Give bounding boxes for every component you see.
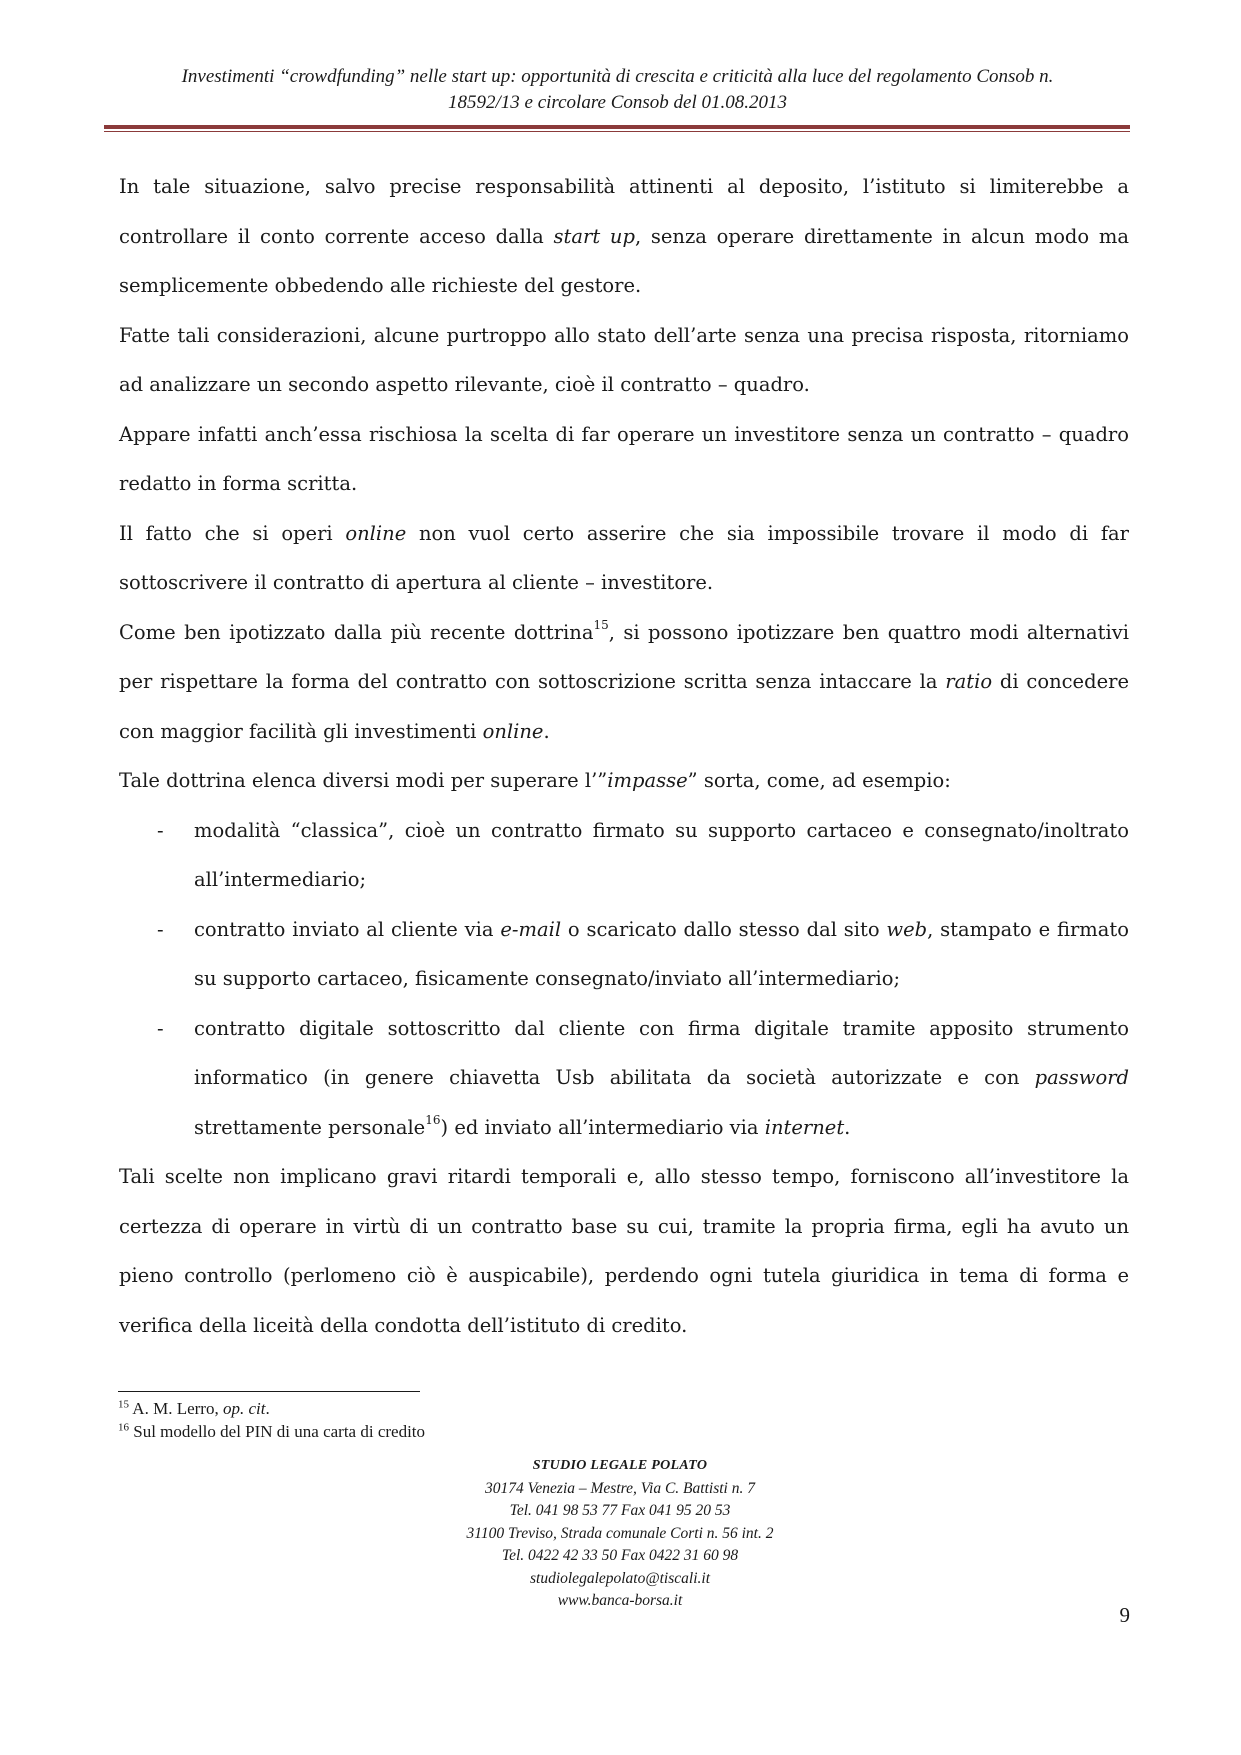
p5-text-a: Come ben ipotizzato dalla più recente dottrina [119, 620, 594, 644]
paragraph-3: Appare infatti anch’essa rischiosa la scelta di far operare un investitore senza un contratto – quadro redatto in forma scritta. [119, 422, 1129, 495]
p5-italic-1: ratio [945, 670, 993, 693]
p5-text-b: , si possono ipotizzare ben quattro modi alternativi per rispettare la forma del contratto con sottoscrizione scritta senza intaccare la [119, 620, 1129, 693]
p5-italic-2: online [482, 719, 544, 743]
header-line-2: 18592/13 e circolare Consob del 01.08.2013 [448, 92, 787, 113]
footnote-text: A. M. Lerro, [129, 1399, 223, 1418]
footnote-number: 16 [118, 1421, 129, 1434]
footnote-number: 15 [118, 1398, 129, 1411]
phone-venezia: Tel. 041 98 53 77 Fax 041 95 20 53 [509, 1502, 731, 1519]
li3-text-b: strettamente personale [194, 1115, 426, 1139]
li3-italic-2: internet [764, 1115, 845, 1139]
li3-text-d: . [844, 1115, 851, 1139]
paragraph-5 [119, 608, 1129, 757]
dash-bullet: - [157, 818, 164, 842]
paragraph-1 [119, 162, 1129, 311]
firm-name: STUDIO LEGALE POLATO [532, 1458, 708, 1473]
p4-italic: online [345, 521, 407, 545]
body-text [119, 162, 1129, 1350]
li2-text-a: contratto inviato al cliente via [194, 917, 501, 941]
paragraph-2: Fatte tali considerazioni, alcune purtroppo allo stato dell’arte senza una precisa risposta, ritorniamo ad analizzare un secondo aspetto rilevante, cioè il contratto – quadro. [119, 323, 1129, 396]
page-number: 9 [1119, 1603, 1130, 1627]
footnote-separator [118, 1391, 420, 1392]
footnote-tail: . [265, 1399, 270, 1418]
running-header [105, 64, 1130, 116]
list-item [119, 905, 1129, 1004]
p5-text-c: di concedere con maggior facilità gli investimenti [119, 670, 1129, 743]
footnote-15 [118, 1397, 1018, 1420]
footnotes [118, 1397, 1018, 1443]
email-link[interactable]: studiolegalepolato@tiscali.it [529, 1569, 710, 1587]
letterhead-footer [320, 1455, 920, 1613]
list-item-1-text: modalità “classica”, cioè un contratto firmato su supporto cartaceo e consegnato/inoltrato all’intermediario; [194, 818, 1129, 891]
p6-text-b: ” sorta, come, ad esempio: [687, 769, 951, 792]
paragraph-6 [119, 756, 1129, 806]
dash-list [119, 806, 1129, 1153]
li3-text-c: ) ed inviato all’intermediario via [440, 1115, 765, 1139]
li2-text-b: o scaricato dallo stesso dal sito [561, 917, 887, 941]
header-rule-thin [104, 131, 1130, 132]
address-treviso: 31100 Treviso, Strada comunale Corti n. 56 int. 2 [466, 1524, 774, 1542]
li3-text-a: contratto digitale sottoscritto dal cliente con firma digitale tramite apposito strumento informatico (in genere chiavetta Usb abilitata da società autorizzate e con [194, 1016, 1129, 1089]
dash-bullet: - [157, 917, 164, 941]
p5-text-d: . [543, 719, 550, 743]
p4-text-a: Il fatto che si operi [119, 521, 346, 545]
p1-text-a: In tale situazione, salvo precise responsabilità attinenti al deposito, l’istituto si limiterebbe a controllare il conto corrente acceso dalla [119, 175, 1129, 248]
p6-text-a: Tale dottrina elenca diversi modi per superare l’” [119, 769, 608, 792]
li2-italic-2: web [886, 917, 928, 941]
li2-italic-1: e-mail [500, 917, 562, 941]
p1-italic: start up [553, 224, 635, 248]
p6-italic: impasse [607, 769, 688, 792]
li3-italic-1: password [1034, 1066, 1129, 1089]
p1-text-b: , senza operare direttamente in alcun modo ma semplicemente obbedendo alle richieste del gestore. [119, 224, 1130, 297]
footnote-italic: op. cit [222, 1399, 266, 1418]
paragraph-7: Tali scelte non implicano gravi ritardi temporali e, allo stesso tempo, forniscono all’investitore la certezza di operare in virtù di un contratto base su cui, tramite la propria firma, egli ha avuto un pieno controllo (perlomeno ciò è auspicabile), perdendo ogni tutela giuridica in tema di forma e verifica della liceità della condotta dell’istituto di credito. [119, 1165, 1129, 1337]
header-line-1: Investimenti “crowdfunding” nelle start up: opportunità di crescita e criticità alla luce del regolamento Consob n. [181, 66, 1054, 87]
list-item [119, 806, 1129, 905]
footnote-text: Sul modello del PIN di una carta di credito [129, 1422, 426, 1441]
phone-treviso: Tel. 0422 42 33 50 Fax 0422 31 60 98 [501, 1547, 739, 1564]
dash-bullet: - [157, 1016, 164, 1040]
li2-text-c: , stampato e firmato su supporto cartaceo, fisicamente consegnato/inviato all’intermediario; [194, 917, 1129, 990]
footnote-ref-15[interactable]: 15 [593, 618, 609, 632]
p4-text-b: non vuol certo asserire che sia impossibile trovare il modo di far sottoscrivere il contratto di apertura al cliente – investitore. [119, 521, 1129, 594]
header-rule-thick [104, 125, 1130, 129]
footnote-16 [118, 1420, 1018, 1443]
address-venezia: 30174 Venezia – Mestre, Via C. Battisti n. 7 [485, 1479, 755, 1497]
paragraph-4 [119, 509, 1129, 608]
list-item [119, 1004, 1129, 1153]
website-link[interactable]: www.banca-borsa.it [557, 1592, 683, 1609]
footnote-ref-16[interactable]: 16 [425, 1113, 441, 1127]
